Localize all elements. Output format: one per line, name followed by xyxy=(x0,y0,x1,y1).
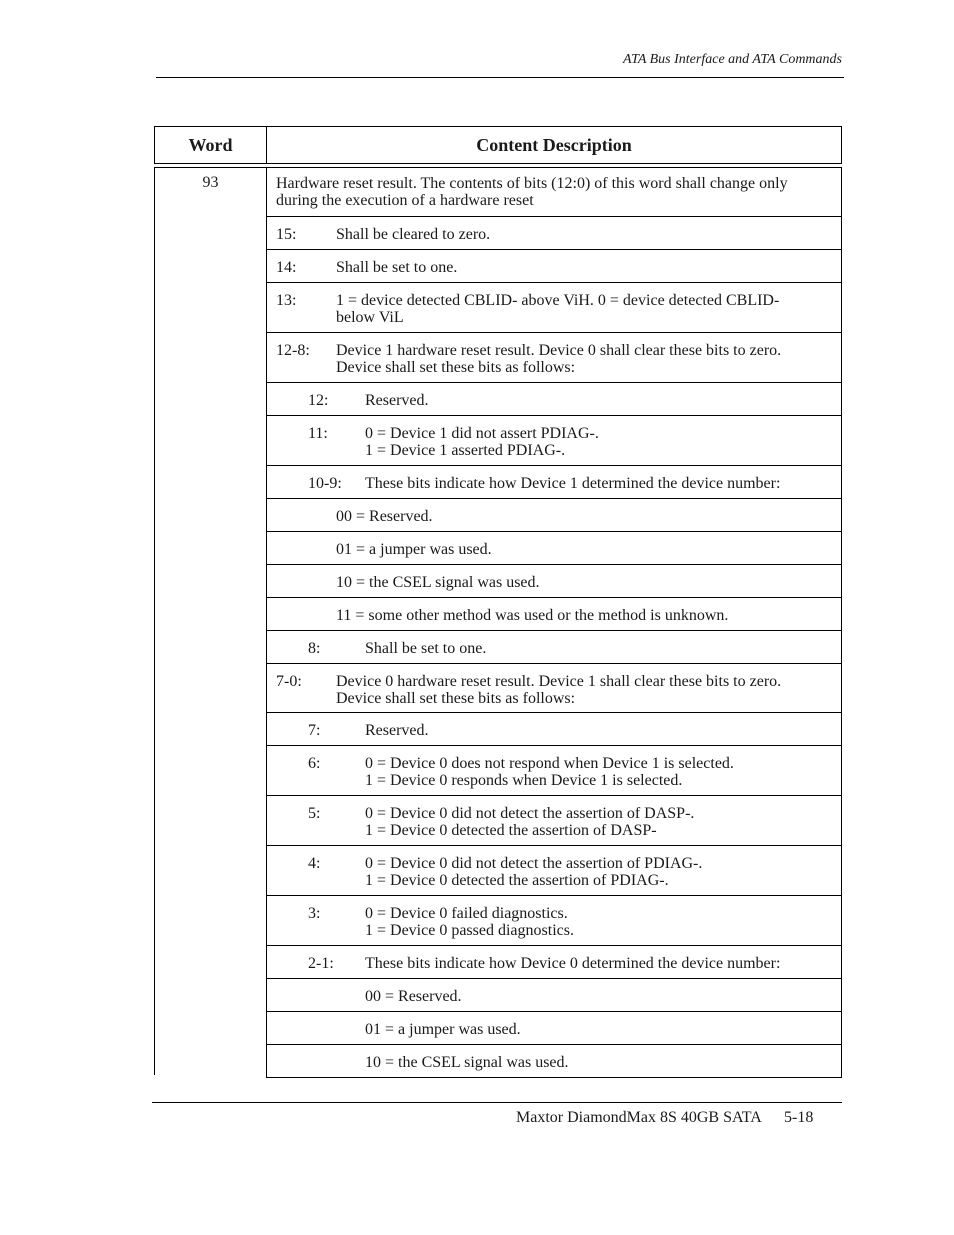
page-number: 5-18 xyxy=(784,1109,814,1126)
row-text: Hardware reset result. The contents of bits (12:0) of this word shall change only during the execution of a hardware reset xyxy=(276,175,788,209)
row-text: Device 0 hardware reset result. Device 1 shall clear these bits to zero. Device shall set these bits as follows: xyxy=(336,673,782,707)
table-header xyxy=(154,126,842,164)
row-text: 0 = Device 0 failed diagnostics. 1 = Device 0 passed diagnostics. xyxy=(365,905,574,939)
header-rule xyxy=(156,77,844,78)
bit-label: 7: xyxy=(308,722,321,739)
bit-label: 10-9: xyxy=(308,475,342,492)
row-text: Device 1 hardware reset result. Device 0 shall clear these bits to zero. Device shall set these bits as follows: xyxy=(336,342,782,376)
row-text: 1 = device detected CBLID- above ViH. 0 = device detected CBLID- below ViL xyxy=(336,292,780,326)
table-row xyxy=(267,168,841,217)
bit-label: 8: xyxy=(308,640,321,657)
table-row xyxy=(267,565,841,598)
row-text: 01 = a jumper was used. xyxy=(336,541,492,558)
table-row xyxy=(267,1012,841,1045)
bit-label: 12: xyxy=(308,392,329,409)
column-header-word: Word xyxy=(155,127,267,163)
bit-label: 2-1: xyxy=(308,955,334,972)
bit-label: 5: xyxy=(308,805,321,822)
table-row xyxy=(267,946,841,979)
table-row xyxy=(267,416,841,466)
row-text: 0 = Device 0 does not respond when Device 1 is selected. 1 = Device 0 responds when Device 1 is selected. xyxy=(365,755,734,789)
row-text: 10 = the CSEL signal was used. xyxy=(365,1054,569,1071)
table-row xyxy=(267,896,841,946)
row-text: These bits indicate how Device 1 determined the device number: xyxy=(365,475,781,492)
footer-product: Maxtor DiamondMax 8S 40GB SATA xyxy=(516,1109,762,1126)
table-row xyxy=(267,217,841,250)
table-row xyxy=(267,333,841,383)
row-text: 0 = Device 0 did not detect the assertion of DASP-. 1 = Device 0 detected the assertion of DASP- xyxy=(365,805,695,839)
bit-label: 6: xyxy=(308,755,321,772)
row-text: 00 = Reserved. xyxy=(336,508,433,525)
table-row xyxy=(267,979,841,1012)
table-row xyxy=(267,1045,841,1078)
bit-label: 14: xyxy=(276,259,297,276)
bit-label: 13: xyxy=(276,292,297,309)
row-text: 01 = a jumper was used. xyxy=(365,1021,521,1038)
row-text: 0 = Device 1 did not assert PDIAG-. 1 = Device 1 asserted PDIAG-. xyxy=(365,425,599,459)
row-text: Reserved. xyxy=(365,392,429,409)
bit-label: 15: xyxy=(276,226,297,243)
footer-rule xyxy=(152,1102,842,1103)
word-column xyxy=(154,167,266,1075)
row-text: These bits indicate how Device 0 determined the device number: xyxy=(365,955,781,972)
table-row xyxy=(267,846,841,896)
row-text: Shall be set to one. xyxy=(365,640,487,657)
table-row xyxy=(267,383,841,416)
bit-label: 3: xyxy=(308,905,321,922)
row-text: 10 = the CSEL signal was used. xyxy=(336,574,540,591)
table-row xyxy=(267,631,841,664)
table-row xyxy=(267,283,841,333)
row-text: Shall be set to one. xyxy=(336,259,458,276)
row-text: Shall be cleared to zero. xyxy=(336,226,491,243)
table-row xyxy=(267,466,841,499)
bit-label: 12-8: xyxy=(276,342,310,359)
table-row xyxy=(267,598,841,631)
column-header-description: Content Description xyxy=(476,134,632,155)
bit-label: 7-0: xyxy=(276,673,302,690)
running-header: ATA Bus Interface and ATA Commands xyxy=(623,52,842,67)
description-column xyxy=(266,167,842,1078)
table-row xyxy=(267,532,841,565)
row-text: Reserved. xyxy=(365,722,429,739)
table-row xyxy=(267,250,841,283)
row-text: 00 = Reserved. xyxy=(365,988,462,1005)
table-row xyxy=(267,499,841,532)
table-row xyxy=(267,796,841,846)
row-text: 0 = Device 0 did not detect the assertion of PDIAG-. 1 = Device 0 detected the assertion of PDIAG-. xyxy=(365,855,703,889)
table-row xyxy=(267,746,841,796)
bit-label: 4: xyxy=(308,855,321,872)
table-row xyxy=(267,713,841,746)
row-text: 11 = some other method was used or the method is unknown. xyxy=(336,607,729,624)
word-value: 93 xyxy=(202,174,219,191)
table-row xyxy=(267,664,841,713)
bit-label: 11: xyxy=(308,425,328,442)
